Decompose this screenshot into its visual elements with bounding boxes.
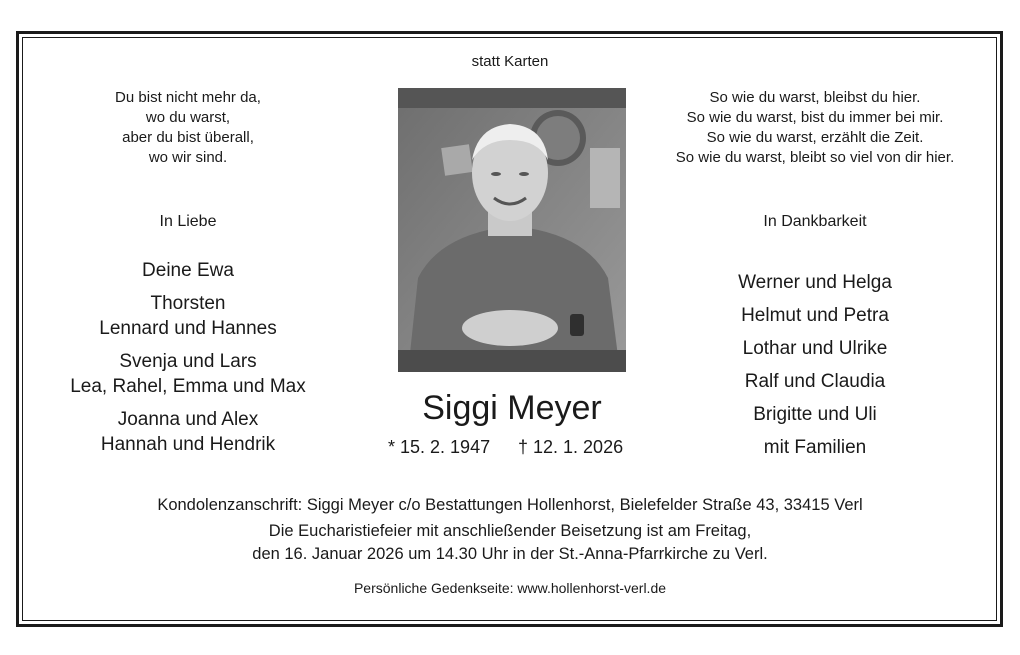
left-poem-line: wo du warst, <box>145 109 231 126</box>
birth-date: * 15. 2. 1947 <box>388 437 491 457</box>
right-poem-line: So wie du warst, erzählt die Zeit. <box>706 129 924 146</box>
name-line: Deine Ewa <box>142 260 234 281</box>
left-poem-line: Du bist nicht mehr da, <box>115 89 261 106</box>
name-line: Thorsten <box>150 293 226 314</box>
portrait-photo <box>398 88 626 372</box>
left-poem <box>88 88 288 168</box>
service-line-1: Die Eucharistiefeier mit anschließender Beisetzung ist am Freitag, <box>268 522 752 540</box>
name-line: Ralf und Claudia <box>744 371 886 392</box>
right-poem-line: So wie du warst, bleibst du hier. <box>709 89 921 106</box>
right-names <box>690 266 940 464</box>
name-group <box>38 291 338 341</box>
death-date: † 12. 1. 2026 <box>518 437 624 457</box>
left-names <box>38 258 338 465</box>
name-line: Werner und Helga <box>738 272 892 293</box>
name-group <box>38 349 338 399</box>
right-heading: In Dankbarkeit <box>763 213 867 230</box>
statt-karten: statt Karten <box>471 53 549 70</box>
condolence-address: Kondolenzanschrift: Siggi Meyer c/o Bestattungen Hollenhorst, Bielefelder Straße 43, 33415 Verl <box>157 496 863 514</box>
name-line: Lothar und Ulrike <box>742 338 888 359</box>
left-poem-line: aber du bist überall, <box>122 129 254 146</box>
name-line: mit Familien <box>763 437 867 458</box>
name-group <box>38 407 338 457</box>
name-line: Helmut und Petra <box>741 305 889 326</box>
name-group <box>38 258 338 283</box>
memorial-website: Persönliche Gedenkseite: www.hollenhorst-verl.de <box>353 580 667 596</box>
service-line-2: den 16. Januar 2026 um 14.30 Uhr in der St.-Anna-Pfarrkirche zu Verl. <box>252 545 768 563</box>
name-line: Hannah und Hendrik <box>100 434 276 455</box>
name-line: Lea, Rahel, Emma und Max <box>70 376 306 397</box>
right-poem <box>640 88 990 168</box>
name-line: Lennard und Hannes <box>99 318 277 339</box>
portrait-illustration <box>398 88 626 372</box>
deceased-name: Siggi Meyer <box>422 389 602 427</box>
right-poem-line: So wie du warst, bleibt so viel von dir hier. <box>675 149 955 166</box>
right-poem-line: So wie du warst, bist du immer bei mir. <box>686 109 944 126</box>
name-line: Svenja und Lars <box>119 351 257 372</box>
left-poem-line: wo wir sind. <box>148 149 228 166</box>
left-heading: In Liebe <box>159 213 217 230</box>
name-line: Joanna und Alex <box>117 409 259 430</box>
name-line: Brigitte und Uli <box>753 404 877 425</box>
